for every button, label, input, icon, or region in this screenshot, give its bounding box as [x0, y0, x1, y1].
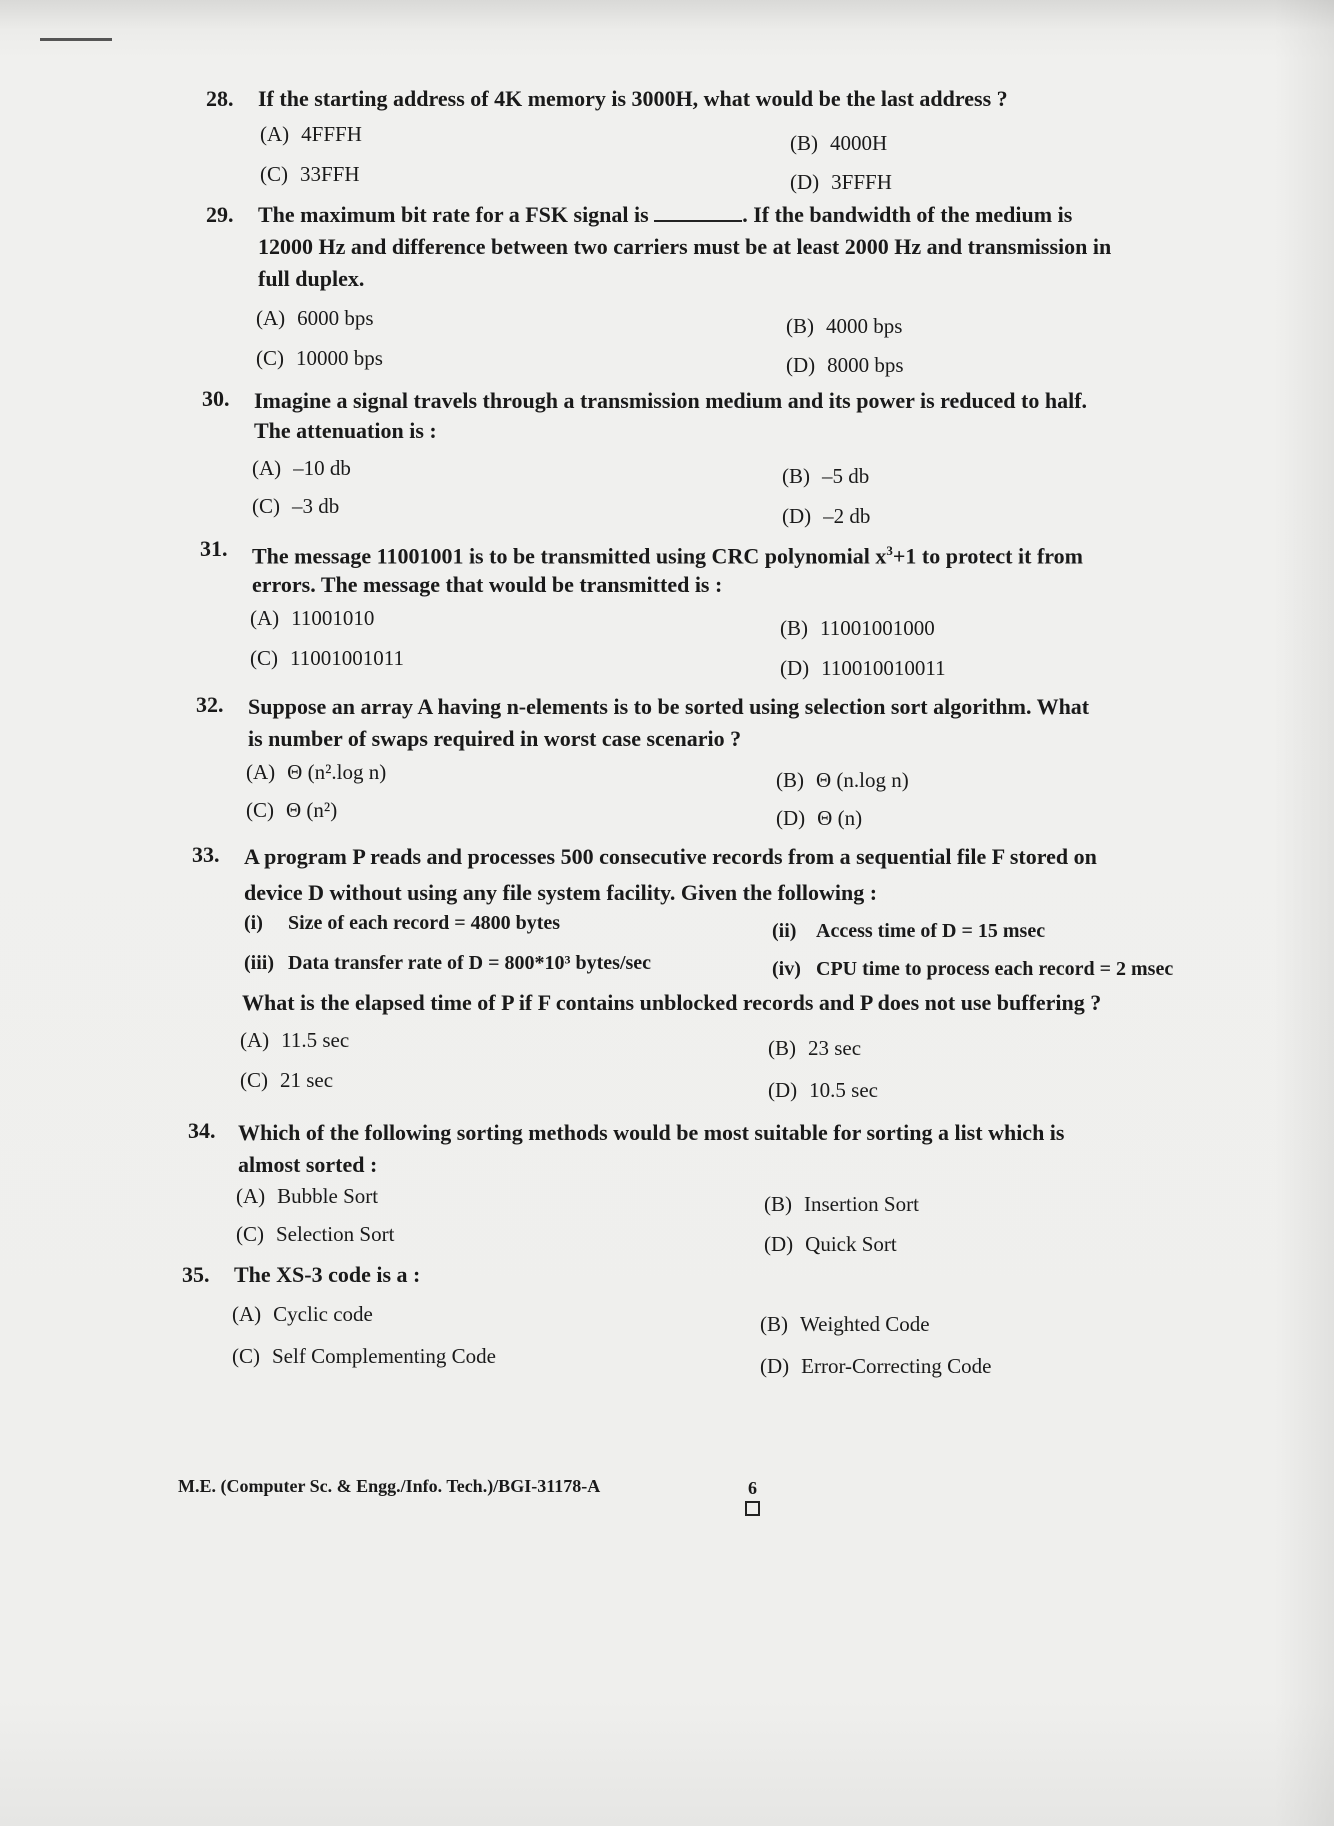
question-number: 30.: [202, 386, 230, 411]
question-text-line: Imagine a signal travels through a transmission medium and its power is reduced to half.: [254, 388, 1088, 413]
question-text-line: 12000 Hz and difference between two carriers must be at least 2000 Hz and transmission in: [258, 234, 1112, 259]
question-text-line: is number of swaps required in worst case scenario ?: [248, 726, 742, 751]
question-text-line: The XS-3 code is a :: [234, 1262, 421, 1287]
option-a: (A) –10 db: [252, 456, 351, 480]
option-c: (C) –3 db: [252, 494, 340, 518]
question-number: 35.: [182, 1262, 210, 1287]
question-text: The maximum bit rate for a FSK signal is . If the bandwidth of the medium is: [258, 202, 1073, 227]
question-text-line: The message 11001001 is to be transmitted using CRC polynomial $x^3+1$ to protect it from: [252, 543, 1083, 569]
option-c: (C) 10000 bps: [256, 346, 383, 370]
option-c: (C) Selection Sort: [236, 1222, 395, 1246]
page-box-icon: [745, 1501, 760, 1516]
option-d: (D) 110010010011: [780, 656, 946, 680]
question-text-line: Which of the following sorting methods would be most suitable for sorting a list which is: [238, 1120, 1065, 1145]
option-b: (B) Weighted Code: [760, 1312, 930, 1336]
option-b: (B) Insertion Sort: [764, 1192, 919, 1216]
footer-paper-code: M.E. (Computer Sc. & Engg./Info. Tech.)/BGI-31178-A: [178, 1476, 601, 1496]
option-a: (A) 4FFFH: [260, 122, 362, 146]
answer-blank: [654, 202, 742, 222]
option-b: (B) 23 sec: [768, 1036, 862, 1060]
page-edge-mark: [40, 38, 112, 41]
given-i: (i) Size of each record = 4800 bytes: [244, 912, 561, 934]
option-d: (D) –2 db: [782, 504, 871, 528]
option-c: (C) 21 sec: [240, 1068, 334, 1092]
option-d: (D) 8000 bps: [786, 353, 904, 377]
option-b: (B) 4000 bps: [786, 314, 903, 338]
question-text-line: The attenuation is :: [254, 418, 437, 443]
option-b: (B) –5 db: [782, 464, 870, 488]
option-b: (B) 4000H: [790, 131, 888, 155]
question-number: 28.: [206, 86, 234, 111]
question-number: 32.: [196, 692, 224, 717]
question-number: 29.: [206, 202, 234, 227]
question-text-line: errors. The message that would be transmitted is :: [252, 572, 723, 597]
option-c: (C) 11001001011: [250, 646, 404, 670]
option-a: (A) Bubble Sort: [236, 1184, 379, 1208]
option-c: (C) Θ (n²): [246, 798, 338, 822]
option-c: (C) Self Complementing Code: [232, 1344, 496, 1368]
question-number: 31.: [200, 536, 228, 561]
option-d: (D) Error-Correcting Code: [760, 1354, 992, 1378]
option-a: (A) Θ (n².log n): [246, 760, 387, 784]
option-a: (A) 11.5 sec: [240, 1028, 350, 1052]
question-number: 33.: [192, 842, 220, 867]
given-iv: (iv) CPU time to process each record = 2 msec: [772, 958, 1174, 980]
question-number: 34.: [188, 1118, 216, 1143]
option-a: (A) Cyclic code: [232, 1302, 373, 1326]
given-ii: (ii) Access time of D = 15 msec: [772, 920, 1046, 942]
question-text-line: almost sorted :: [238, 1152, 378, 1177]
question-text-line: A program P reads and processes 500 consecutive records from a sequential file F stored on: [244, 844, 1097, 869]
option-d: (D) 10.5 sec: [768, 1078, 878, 1102]
given-iii: (iii) Data transfer rate of D = 800*10³ bytes/sec: [244, 952, 652, 974]
option-d: (D) Quick Sort: [764, 1232, 897, 1256]
option-b: (B) 11001001000: [780, 616, 935, 640]
page-number: 6: [745, 1478, 760, 1516]
option-d: (D) Θ (n): [776, 806, 863, 830]
question-followup: What is the elapsed time of P if F contains unblocked records and P does not use buffering ?: [242, 990, 1102, 1015]
option-c: (C) 33FFH: [260, 162, 360, 186]
question-text-line: device D without using any file system facility. Given the following :: [244, 880, 878, 905]
question-text: If the starting address of 4K memory is 3000H, what would be the last address ?: [258, 86, 1008, 111]
option-b: (B) Θ (n.log n): [776, 768, 909, 792]
option-a: (A) 11001010: [250, 606, 375, 630]
option-a: (A) 6000 bps: [256, 306, 374, 330]
question-text-line: Suppose an array A having n-elements is to be sorted using selection sort algorithm. What: [248, 694, 1090, 719]
option-d: (D) 3FFFH: [790, 170, 892, 194]
question-text-line: full duplex.: [258, 266, 365, 291]
